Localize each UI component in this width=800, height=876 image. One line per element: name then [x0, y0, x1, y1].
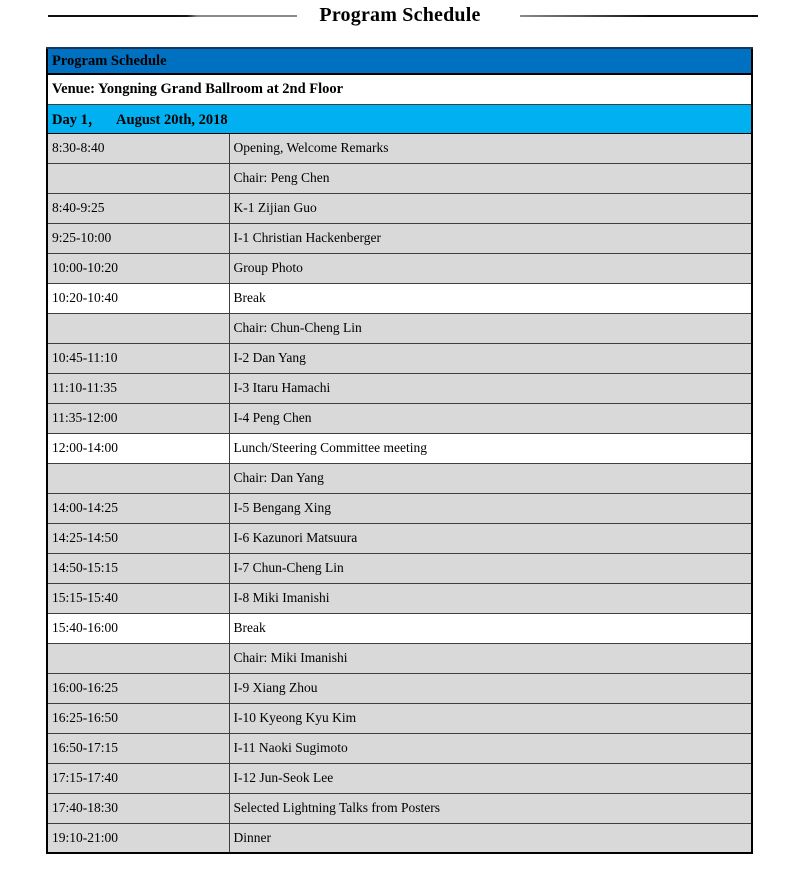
- event-cell: I-5 Bengang Xing: [229, 493, 752, 523]
- schedule-row: [47, 673, 752, 703]
- schedule-row: [47, 553, 752, 583]
- schedule-row: [47, 133, 752, 163]
- table-header-row: [47, 48, 752, 74]
- schedule-table: [46, 47, 753, 854]
- time-cell: 11:10-11:35: [47, 373, 229, 403]
- schedule-row: [47, 283, 752, 313]
- time-cell: 16:50-17:15: [47, 733, 229, 763]
- event-cell: Selected Lightning Talks from Posters: [229, 793, 752, 823]
- event-cell: Chair: Dan Yang: [229, 463, 752, 493]
- schedule-row: [47, 793, 752, 823]
- time-cell: 14:50-15:15: [47, 553, 229, 583]
- time-cell: [47, 313, 229, 343]
- schedule-row: [47, 313, 752, 343]
- time-cell: 10:20-10:40: [47, 283, 229, 313]
- event-cell: Break: [229, 283, 752, 313]
- venue-row: [47, 74, 752, 104]
- event-cell: I-6 Kazunori Matsuura: [229, 523, 752, 553]
- event-cell: I-8 Miki Imanishi: [229, 583, 752, 613]
- title-rule-right: [520, 15, 758, 17]
- schedule-row: [47, 163, 752, 193]
- schedule-row: [47, 493, 752, 523]
- schedule-row: [47, 433, 752, 463]
- event-cell: Dinner: [229, 823, 752, 853]
- event-cell: Opening, Welcome Remarks: [229, 133, 752, 163]
- event-cell: I-4 Peng Chen: [229, 403, 752, 433]
- schedule-row: [47, 523, 752, 553]
- time-cell: 10:00-10:20: [47, 253, 229, 283]
- day-label: Day 1， August 20th, 2018: [47, 104, 752, 133]
- time-cell: 15:40-16:00: [47, 613, 229, 643]
- time-cell: 10:45-11:10: [47, 343, 229, 373]
- schedule-row: [47, 583, 752, 613]
- schedule-row: [47, 253, 752, 283]
- event-cell: I-7 Chun-Cheng Lin: [229, 553, 752, 583]
- schedule-row: [47, 703, 752, 733]
- time-cell: 17:15-17:40: [47, 763, 229, 793]
- schedule-row: [47, 613, 752, 643]
- schedule-row: [47, 463, 752, 493]
- event-cell: I-11 Naoki Sugimoto: [229, 733, 752, 763]
- table-header-label: Program Schedule: [47, 48, 752, 74]
- time-cell: 19:10-21:00: [47, 823, 229, 853]
- time-cell: 15:15-15:40: [47, 583, 229, 613]
- schedule-row: [47, 223, 752, 253]
- time-cell: 16:00-16:25: [47, 673, 229, 703]
- time-cell: 14:00-14:25: [47, 493, 229, 523]
- event-cell: Lunch/Steering Committee meeting: [229, 433, 752, 463]
- event-cell: Group Photo: [229, 253, 752, 283]
- page-header: [0, 0, 800, 47]
- event-cell: I-2 Dan Yang: [229, 343, 752, 373]
- time-cell: [47, 463, 229, 493]
- page-title: Program Schedule: [319, 4, 481, 26]
- event-cell: I-12 Jun-Seok Lee: [229, 763, 752, 793]
- schedule-row: [47, 823, 752, 853]
- event-cell: Chair: Chun-Cheng Lin: [229, 313, 752, 343]
- time-cell: 12:00-14:00: [47, 433, 229, 463]
- event-cell: K-1 Zijian Guo: [229, 193, 752, 223]
- event-cell: I-1 Christian Hackenberger: [229, 223, 752, 253]
- event-cell: I-3 Itaru Hamachi: [229, 373, 752, 403]
- event-cell: Chair: Peng Chen: [229, 163, 752, 193]
- time-cell: 8:30-8:40: [47, 133, 229, 163]
- schedule-row: [47, 643, 752, 673]
- day-row: [47, 104, 752, 133]
- schedule-row: [47, 193, 752, 223]
- schedule-row: [47, 763, 752, 793]
- schedule-row: [47, 373, 752, 403]
- venue-label: Venue: Yongning Grand Ballroom at 2nd Floor: [47, 74, 752, 104]
- time-cell: [47, 643, 229, 673]
- event-cell: I-10 Kyeong Kyu Kim: [229, 703, 752, 733]
- time-cell: 17:40-18:30: [47, 793, 229, 823]
- time-cell: 16:25-16:50: [47, 703, 229, 733]
- schedule-row: [47, 403, 752, 433]
- time-cell: 14:25-14:50: [47, 523, 229, 553]
- schedule-rows: [47, 133, 752, 853]
- event-cell: I-9 Xiang Zhou: [229, 673, 752, 703]
- time-cell: [47, 163, 229, 193]
- schedule-row: [47, 343, 752, 373]
- schedule-row: [47, 733, 752, 763]
- time-cell: 9:25-10:00: [47, 223, 229, 253]
- event-cell: Chair: Miki Imanishi: [229, 643, 752, 673]
- time-cell: 8:40-9:25: [47, 193, 229, 223]
- event-cell: Break: [229, 613, 752, 643]
- time-cell: 11:35-12:00: [47, 403, 229, 433]
